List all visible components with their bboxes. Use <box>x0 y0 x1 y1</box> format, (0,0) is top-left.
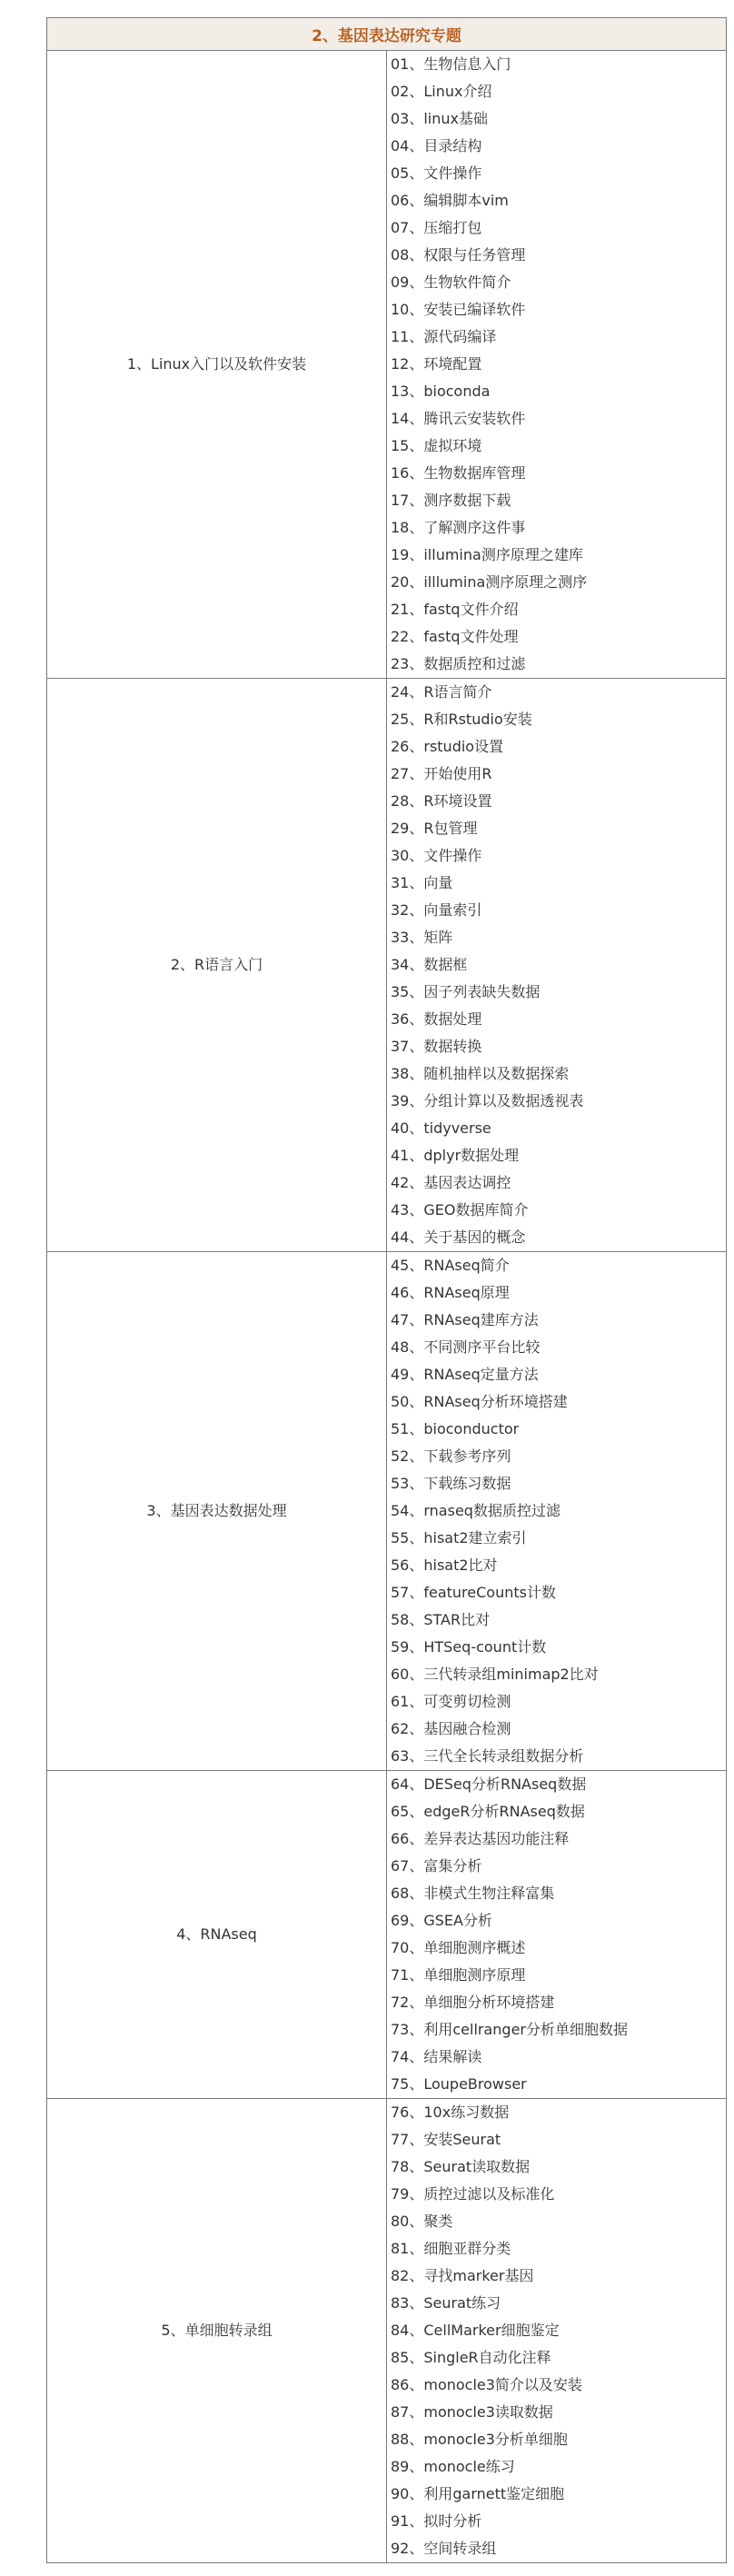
list-item: 55、hisat2建立索引 <box>391 1529 527 1547</box>
list-item: 54、rnaseq数据质控过滤 <box>391 1502 560 1519</box>
section-items <box>387 679 727 1252</box>
list-item: 32、向量索引 <box>391 901 482 919</box>
list-item: 23、数据质控和过滤 <box>391 655 526 672</box>
list-item: 71、单细胞测序原理 <box>391 1966 526 1984</box>
list-item: 24、R语言简介 <box>391 683 492 701</box>
list-item: 45、RNAseq简介 <box>391 1257 510 1274</box>
list-item: 66、差异表达基因功能注释 <box>391 1830 570 1847</box>
list-item: 01、生物信息入门 <box>391 55 511 73</box>
list-item: 31、向量 <box>391 874 453 891</box>
list-item: 22、fastq文件处理 <box>391 628 519 645</box>
list-item: 02、Linux介绍 <box>391 83 492 100</box>
list-item: 16、生物数据库管理 <box>391 464 526 482</box>
list-item: 04、目录结构 <box>391 137 482 154</box>
list-item: 40、tidyverse <box>391 1119 491 1137</box>
list-item: 74、结果解读 <box>391 2048 482 2065</box>
list-item: 58、STAR比对 <box>391 1611 491 1628</box>
list-item: 81、细胞亚群分类 <box>391 2240 511 2257</box>
list-item: 43、GEO数据库简介 <box>391 1201 529 1218</box>
list-item: 72、单细胞分析环境搭建 <box>391 1994 555 2011</box>
section-name: 2、R语言入门 <box>47 679 387 1252</box>
list-item: 90、利用garnett鉴定细胞 <box>391 2485 565 2502</box>
list-item: 63、三代全长转录组数据分析 <box>391 1747 584 1765</box>
list-item: 46、RNAseq原理 <box>391 1284 510 1301</box>
section-row <box>47 2099 727 2563</box>
list-item: 92、空间转录组 <box>391 2540 497 2557</box>
section-items <box>387 1771 727 2099</box>
list-item: 85、SingleR自动化注释 <box>391 2349 551 2366</box>
list-item: 17、测序数据下载 <box>391 492 511 509</box>
list-item: 52、下载参考序列 <box>391 1447 511 1465</box>
list-item: 05、文件操作 <box>391 164 482 182</box>
course-table-container <box>46 17 727 2563</box>
list-item: 44、关于基因的概念 <box>391 1228 526 1246</box>
list-item: 51、bioconductor <box>391 1420 520 1437</box>
section-name: 4、RNAseq <box>47 1771 387 2099</box>
list-item: 06、编辑脚本vim <box>391 192 509 209</box>
list-item: 11、源代码编译 <box>391 328 497 345</box>
list-item: 57、featureCounts计数 <box>391 1584 556 1601</box>
list-item: 49、RNAseq定量方法 <box>391 1366 539 1383</box>
list-item: 56、hisat2比对 <box>391 1557 498 1574</box>
list-item: 91、拟时分析 <box>391 2512 482 2530</box>
list-item: 42、基因表达调控 <box>391 1174 511 1191</box>
list-item: 50、RNAseq分析环境搭建 <box>391 1393 568 1410</box>
section-row <box>47 1771 727 2099</box>
section-row <box>47 679 727 1252</box>
list-item: 37、数据转换 <box>391 1038 482 1055</box>
list-item: 09、生物软件简介 <box>391 274 511 291</box>
list-item: 36、数据处理 <box>391 1010 482 1028</box>
section-row <box>47 51 727 679</box>
list-item: 41、dplyr数据处理 <box>391 1147 520 1164</box>
list-item: 26、rstudio设置 <box>391 738 504 755</box>
section-items <box>387 2099 727 2563</box>
section-name: 5、单细胞转录组 <box>47 2099 387 2563</box>
list-item: 15、虚拟环境 <box>391 437 482 454</box>
list-item: 30、文件操作 <box>391 847 482 864</box>
list-item: 03、linux基础 <box>391 110 489 127</box>
list-item: 67、富集分析 <box>391 1857 482 1875</box>
list-item: 82、寻找marker基因 <box>391 2267 534 2284</box>
list-item: 86、monocle3简介以及安装 <box>391 2376 582 2393</box>
list-item: 53、下载练习数据 <box>391 1475 511 1492</box>
list-item: 13、bioconda <box>391 383 491 400</box>
course-table <box>46 17 727 2563</box>
list-item: 18、了解测序这件事 <box>391 519 526 536</box>
list-item: 84、CellMarker细胞鉴定 <box>391 2322 560 2339</box>
list-item: 39、分组计算以及数据透视表 <box>391 1092 584 1109</box>
list-item: 20、illlumina测序原理之测序 <box>391 573 588 591</box>
list-item: 64、DESeq分析RNAseq数据 <box>391 1775 587 1793</box>
list-item: 78、Seurat读取数据 <box>391 2158 531 2175</box>
list-item: 29、R包管理 <box>391 820 478 837</box>
list-item: 83、Seurat练习 <box>391 2294 501 2312</box>
list-item: 47、RNAseq建库方法 <box>391 1311 539 1328</box>
list-item: 79、质控过滤以及标准化 <box>391 2185 555 2203</box>
list-item: 34、数据框 <box>391 956 468 973</box>
list-item: 65、edgeR分析RNAseq数据 <box>391 1803 585 1820</box>
list-item: 21、fastq文件介绍 <box>391 601 519 618</box>
list-item: 59、HTSeq-count计数 <box>391 1638 547 1656</box>
list-item: 33、矩阵 <box>391 929 453 946</box>
list-item: 35、因子列表缺失数据 <box>391 983 541 1000</box>
list-item: 62、基因融合检测 <box>391 1720 511 1737</box>
list-item: 73、利用cellranger分析单细胞数据 <box>391 2021 628 2038</box>
list-item: 60、三代转录组minimap2比对 <box>391 1666 599 1683</box>
list-item: 69、GSEA分析 <box>391 1912 492 1929</box>
list-item: 80、聚类 <box>391 2213 453 2230</box>
list-item: 61、可变剪切检测 <box>391 1693 511 1710</box>
list-item: 10、安装已编译软件 <box>391 301 526 318</box>
list-item: 89、monocle练习 <box>391 2458 515 2475</box>
list-item: 87、monocle3读取数据 <box>391 2403 553 2421</box>
section-items <box>387 51 727 679</box>
list-item: 27、开始使用R <box>391 765 492 782</box>
list-item: 28、R环境设置 <box>391 792 492 810</box>
list-item: 48、不同测序平台比较 <box>391 1338 541 1356</box>
table-title: 2、基因表达研究专题 <box>47 18 727 51</box>
list-item: 12、环境配置 <box>391 355 482 373</box>
list-item: 19、illumina测序原理之建库 <box>391 546 583 563</box>
list-item: 75、LoupeBrowser <box>391 2075 527 2093</box>
list-item: 76、10x练习数据 <box>391 2104 510 2121</box>
section-row <box>47 1252 727 1771</box>
list-item: 25、R和Rstudio安装 <box>391 711 532 728</box>
list-item: 14、腾讯云安装软件 <box>391 410 526 427</box>
list-item: 08、权限与任务管理 <box>391 246 526 264</box>
list-item: 77、安装Seurat <box>391 2131 501 2148</box>
section-name: 1、Linux入门以及软件安装 <box>47 51 387 679</box>
list-item: 38、随机抽样以及数据探索 <box>391 1065 570 1082</box>
list-item: 07、压缩打包 <box>391 219 482 236</box>
header-row <box>47 18 727 51</box>
section-name: 3、基因表达数据处理 <box>47 1252 387 1771</box>
list-item: 68、非模式生物注释富集 <box>391 1885 555 1902</box>
table-body <box>47 51 727 2563</box>
section-items <box>387 1252 727 1771</box>
list-item: 88、monocle3分析单细胞 <box>391 2431 568 2448</box>
list-item: 70、单细胞测序概述 <box>391 1939 526 1956</box>
